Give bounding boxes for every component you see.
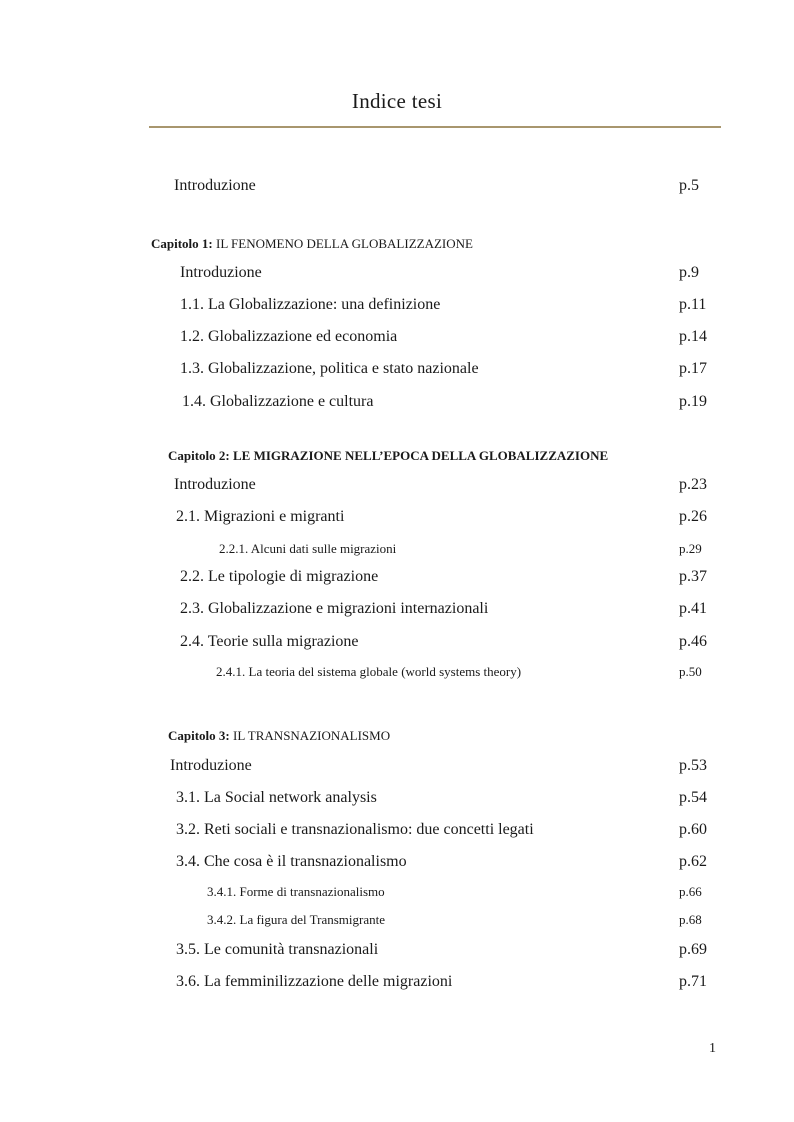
chapter-1-name: IL FENOMENO DELLA GLOBALIZZAZIONE [216, 236, 473, 251]
toc-entry-label: 2.2.1. Alcuni dati sulle migrazioni [219, 541, 397, 556]
toc-entry-page: p.37 [679, 568, 707, 585]
chapter-3-name: IL TRANSNAZIONALISMO [233, 728, 391, 743]
title-divider [149, 126, 721, 128]
toc-entry-label: 2.4.1. La teoria del sistema globale (world systems theory) [216, 664, 522, 679]
toc-entry-label: 3.5. Le comunità transnazionali [176, 941, 379, 958]
toc-entry-page: p.14 [679, 328, 707, 345]
toc-entry-page: p.53 [679, 757, 707, 774]
toc-entry-label: Introduzione [174, 476, 256, 493]
toc-entry-page: p.17 [679, 360, 707, 377]
toc-entry-page: p.19 [679, 393, 707, 410]
toc-entry-label: 3.6. La femminilizzazione delle migrazioni [176, 973, 453, 990]
toc-entry-page: p.62 [679, 853, 707, 870]
chapter-3-prefix: Capitolo 3: [168, 728, 233, 743]
toc-entry-page: p.68 [679, 912, 702, 927]
chapter-2-name: LE MIGRAZIONE NELL’EPOCA DELLA GLOBALIZZAZIONE [233, 448, 609, 463]
toc-entry-label: 3.4.1. Forme di transnazionalismo [207, 884, 385, 899]
page-number: 1 [709, 1041, 716, 1056]
toc-entry-page: p.54 [679, 789, 707, 806]
toc-entry-label: 1.1. La Globalizzazione: una definizione [180, 296, 441, 313]
toc-entry-label: 2.3. Globalizzazione e migrazioni internazionali [180, 600, 489, 617]
toc-entry-label: Introduzione [180, 264, 262, 281]
toc-entry-label: 3.1. La Social network analysis [176, 789, 377, 806]
toc-entry-page: p.29 [679, 541, 702, 556]
toc-entry-page: p.60 [679, 821, 707, 838]
toc-entry-page: p.66 [679, 884, 702, 899]
toc-entry-label: Introduzione [174, 177, 256, 194]
toc-entry-page: p.11 [679, 296, 707, 313]
toc-entry-label: 3.4.2. La figura del Transmigrante [207, 912, 385, 927]
toc-entry-label: Introduzione [170, 757, 252, 774]
toc-entry-label: 2.2. Le tipologie di migrazione [180, 568, 379, 585]
toc-entry-page: p.23 [679, 476, 707, 493]
document-title: Indice tesi [351, 89, 443, 113]
toc-entry-label: 1.3. Globalizzazione, politica e stato nazionale [180, 360, 479, 377]
toc-entry-page: p.46 [679, 633, 707, 650]
toc-entry-label: 3.2. Reti sociali e transnazionalismo: due concetti legati [176, 821, 534, 838]
toc-entry-page: p.69 [679, 941, 707, 958]
chapter-3-title [168, 729, 390, 742]
toc-entry-page: p.50 [679, 664, 702, 679]
toc-entry-page: p.41 [679, 600, 707, 617]
toc-entry-page: p.5 [679, 177, 699, 194]
toc-entry-label: 1.4. Globalizzazione e cultura [182, 393, 374, 410]
chapter-2-prefix: Capitolo 2: [168, 448, 233, 463]
chapter-1-prefix: Capitolo 1: [151, 236, 216, 251]
toc-entry-page: p.9 [679, 264, 699, 281]
toc-entry-label: 2.4. Teorie sulla migrazione [180, 633, 359, 650]
chapter-2-title [168, 449, 608, 462]
toc-entry-label: 2.1. Migrazioni e migranti [176, 508, 345, 525]
toc-entry-label: 1.2. Globalizzazione ed economia [180, 328, 398, 345]
toc-entry-page: p.71 [679, 973, 707, 990]
chapter-1-title [151, 237, 473, 250]
toc-entry-label: 3.4. Che cosa è il transnazionalismo [176, 853, 407, 870]
toc-entry-page: p.26 [679, 508, 707, 525]
